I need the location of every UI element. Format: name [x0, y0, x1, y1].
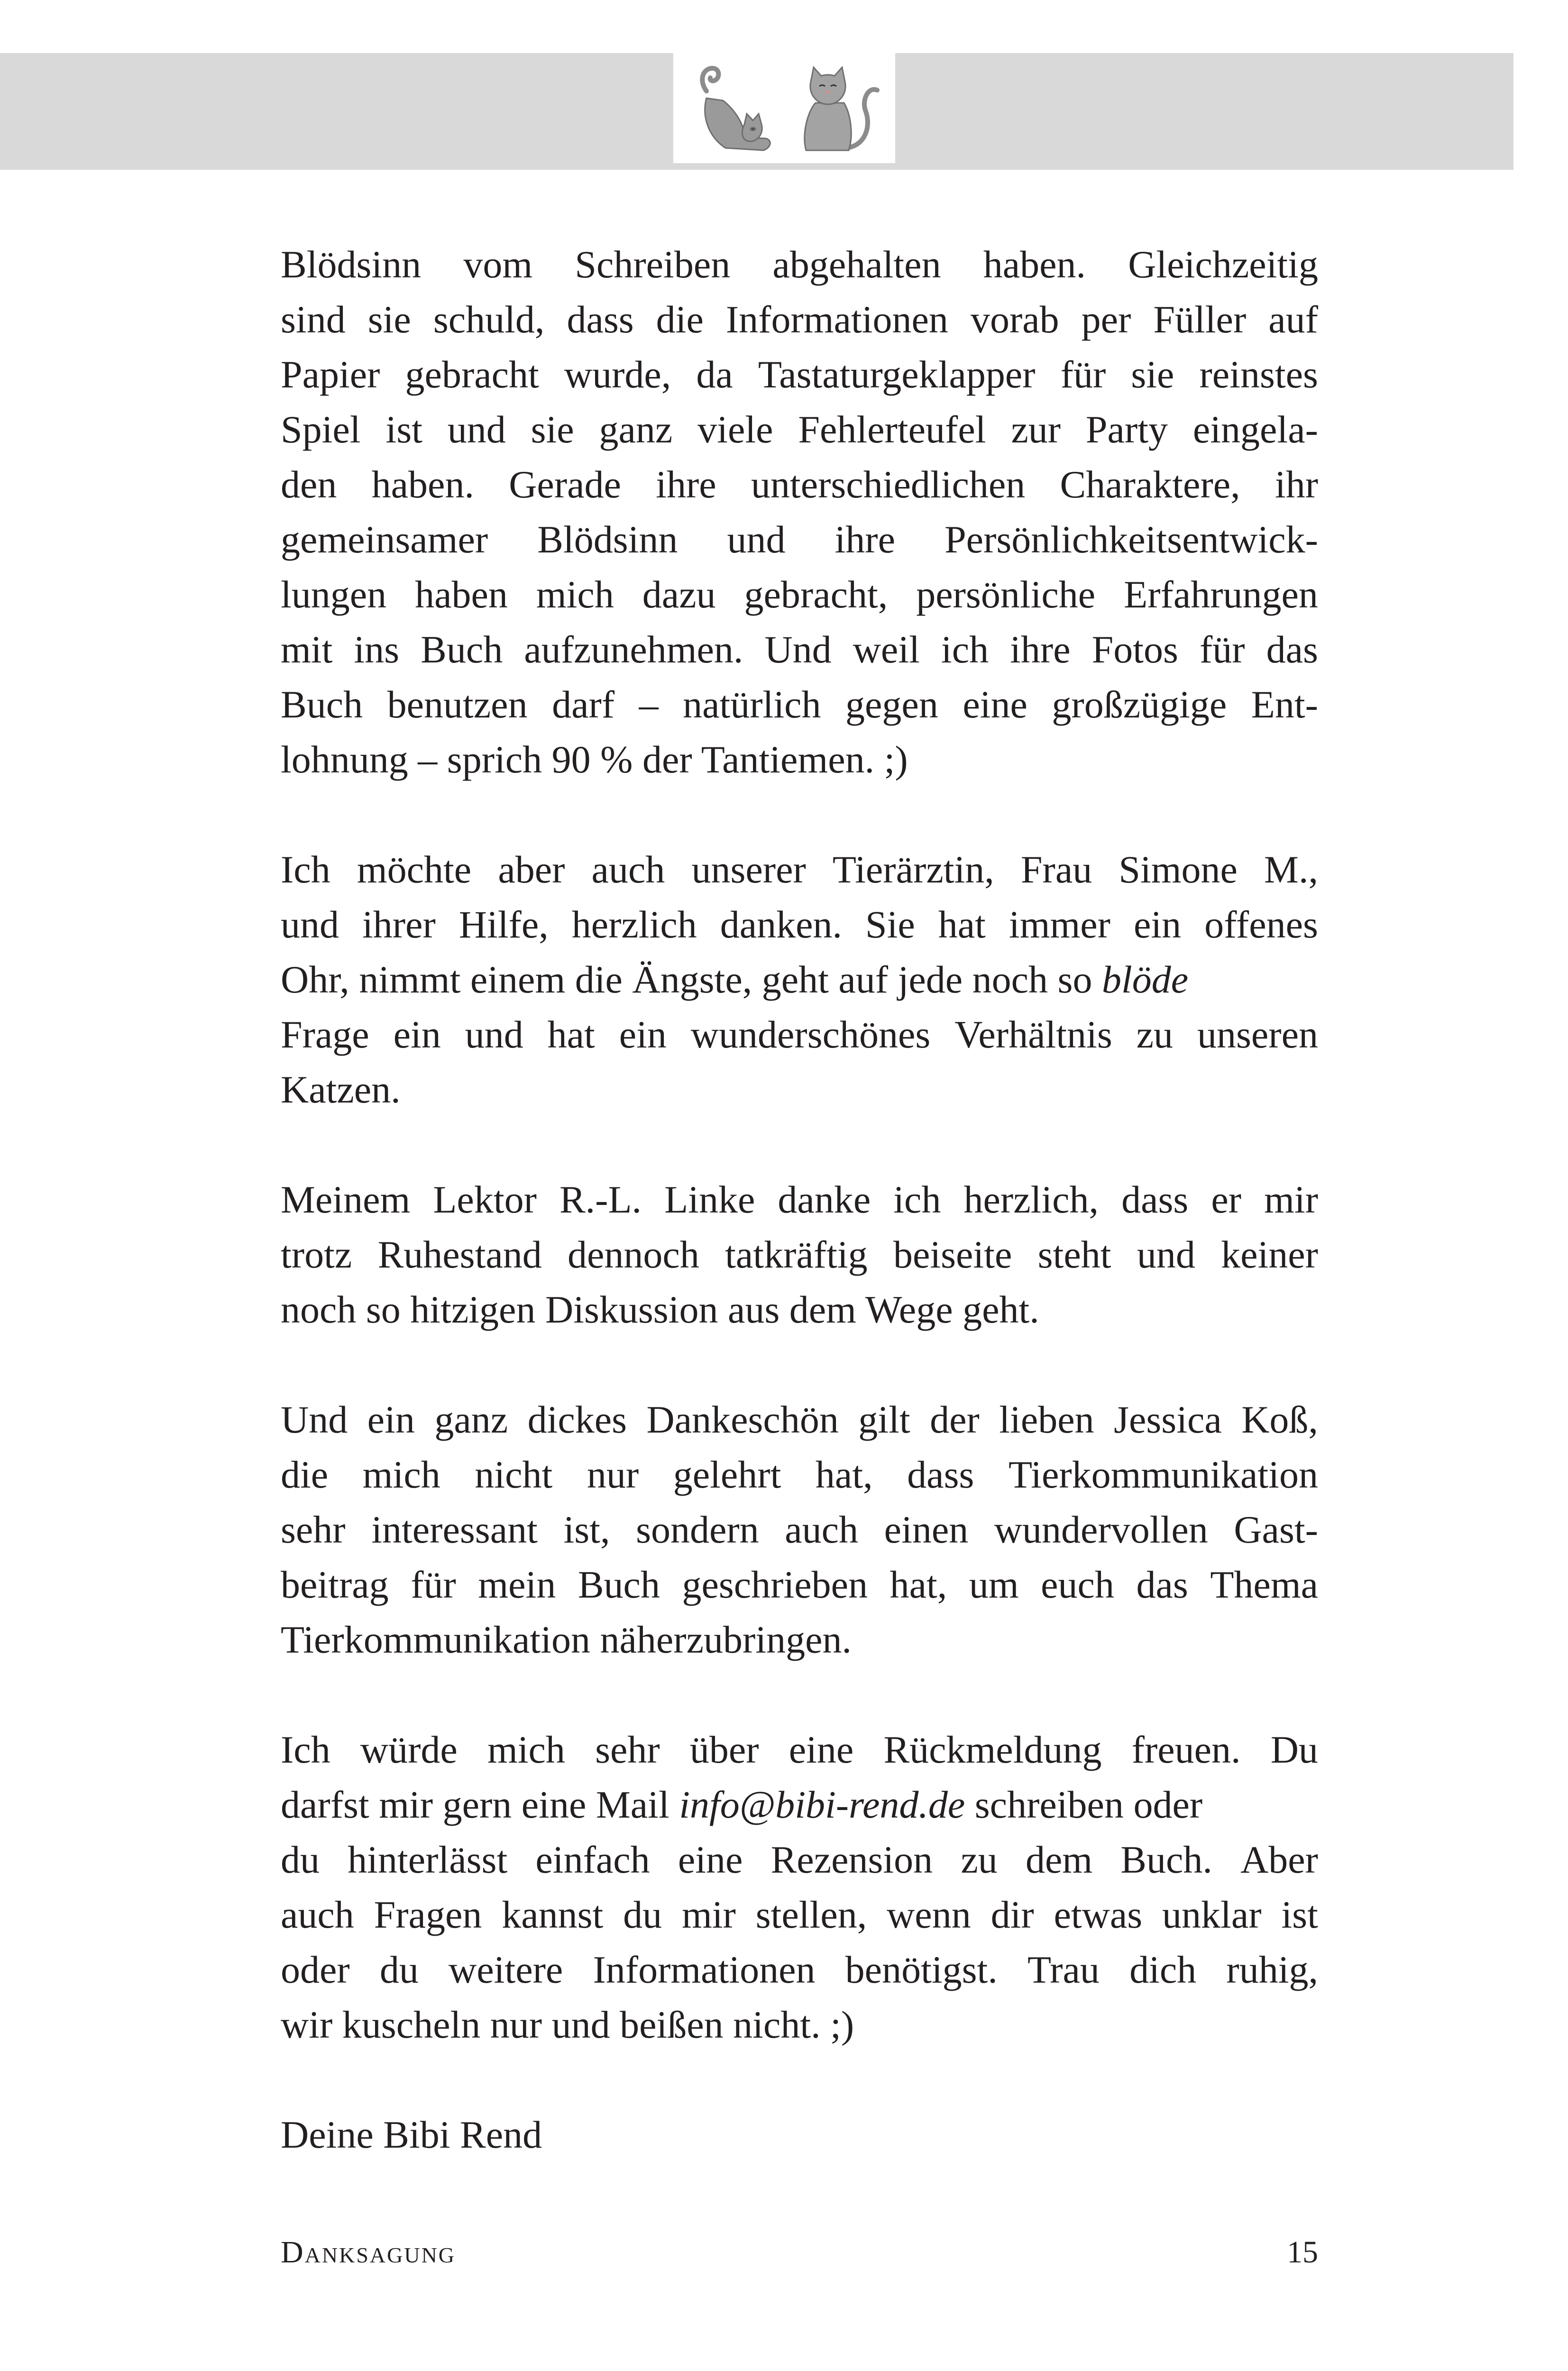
word: einfach — [535, 1838, 650, 1881]
word: zu — [961, 1838, 998, 1881]
word: immer — [1009, 903, 1110, 946]
word: abgehalten — [772, 243, 941, 286]
word: Gast- — [1234, 1508, 1318, 1551]
text-line — [281, 402, 1318, 457]
word: mich — [362, 1453, 440, 1496]
word: ganz — [599, 408, 673, 451]
text-segment: darfst mir gern eine Mail — [281, 1783, 679, 1826]
word: trotz — [281, 1233, 352, 1276]
word: Trau — [1027, 1948, 1100, 1991]
word: aber — [498, 848, 565, 891]
text-segment: Ohr, nimmt einem die Ängste, geht auf jede noch so — [281, 958, 1102, 1001]
word: sehr — [595, 1728, 660, 1771]
word: dass — [907, 1453, 974, 1496]
word: Ich — [281, 848, 330, 891]
word: und — [281, 903, 339, 946]
word: Frau — [1020, 848, 1092, 891]
italic-word: blöde — [1101, 958, 1189, 1001]
word: gebracht, — [744, 573, 888, 616]
word: Ruhestand — [377, 1233, 542, 1276]
word: würde — [360, 1728, 458, 1771]
word: Buch — [578, 1563, 660, 1606]
word: ins — [354, 628, 400, 671]
word: er — [1211, 1178, 1242, 1221]
word: lungen — [281, 573, 387, 616]
word: mir — [1264, 1178, 1318, 1221]
word: mein — [478, 1563, 556, 1606]
word: sie — [531, 408, 574, 451]
word: ihr — [1275, 463, 1318, 506]
word: vorab — [970, 298, 1059, 341]
word: Koß, — [1241, 1398, 1318, 1441]
text-line: noch so hitzigen Diskussion aus dem Wege geht. — [281, 1288, 1039, 1331]
word: wunderschönes — [690, 1013, 931, 1056]
word: Thema — [1210, 1563, 1318, 1606]
word: Blödsinn — [281, 243, 422, 286]
word: stellen, — [755, 1893, 867, 1936]
word: darf — [552, 683, 615, 726]
word: lieben — [999, 1398, 1094, 1441]
word: der — [930, 1398, 980, 1441]
signature: Deine Bibi Rend — [281, 2113, 542, 2156]
word: sondern — [636, 1508, 759, 1551]
word: wurde, — [564, 353, 671, 396]
word: gebracht — [405, 353, 539, 396]
word: Und — [764, 628, 832, 671]
word: Rezension — [770, 1838, 933, 1881]
body-text — [281, 237, 1318, 2217]
paragraph-feedback — [281, 1722, 1318, 2052]
word: haben. — [983, 243, 1086, 286]
word: wenn — [887, 1893, 971, 1936]
text-line — [281, 1722, 1318, 1777]
word: beitrag — [281, 1563, 389, 1606]
word: Buch — [281, 683, 363, 726]
word: euch — [1041, 1563, 1114, 1606]
word: ich — [941, 628, 989, 671]
word: zu — [1136, 1013, 1174, 1056]
word: steht — [1037, 1233, 1111, 1276]
word: tatkräftig — [725, 1233, 868, 1276]
word: hat, — [889, 1563, 947, 1606]
word: gegen — [845, 683, 938, 726]
word: Party — [1085, 408, 1168, 451]
word: großzügige — [1052, 683, 1227, 726]
word: Informationen — [725, 298, 948, 341]
running-footer-title: Danksagung — [281, 2235, 456, 2270]
word: beiseite — [893, 1233, 1012, 1276]
text-line — [281, 1887, 1318, 1942]
word: mir — [681, 1893, 736, 1936]
text-line: Katzen. — [281, 1068, 401, 1111]
word: die — [656, 298, 704, 341]
word: Fotos — [1091, 628, 1178, 671]
word: dazu — [642, 573, 716, 616]
word: unklar — [1162, 1893, 1262, 1936]
word: oder — [281, 1948, 350, 1991]
text-line — [281, 842, 1318, 897]
text-line — [281, 237, 1318, 292]
word: Rückmeldung — [883, 1728, 1102, 1771]
word: Informationen — [593, 1948, 816, 1991]
word: unterschiedlichen — [751, 463, 1026, 506]
word: geschrieben — [682, 1563, 868, 1606]
word: wundervollen — [994, 1508, 1208, 1551]
word: Charaktere, — [1060, 463, 1240, 506]
text-line: Tierkommunikation näherzubringen. — [281, 1618, 852, 1661]
text-line — [281, 897, 1318, 952]
paragraph-signature — [281, 2107, 1318, 2162]
word: haben. — [371, 463, 474, 506]
word: ist — [385, 408, 422, 451]
word: schuld, — [433, 298, 545, 341]
word: dickes — [527, 1398, 627, 1441]
word: ein — [393, 1013, 441, 1056]
word: und — [1137, 1233, 1195, 1276]
word: ein — [619, 1013, 667, 1056]
word: sind — [281, 298, 346, 341]
word: eine — [789, 1728, 854, 1771]
word: mich — [487, 1728, 565, 1771]
word: per — [1081, 298, 1131, 341]
text-line — [281, 347, 1318, 402]
word: Füller — [1153, 298, 1247, 341]
word: Persönlichkeitsentwick- — [944, 518, 1318, 561]
paragraph-vet — [281, 842, 1318, 1117]
word: nur — [587, 1453, 639, 1496]
word: reinstes — [1199, 353, 1318, 396]
text-line — [281, 1447, 1318, 1502]
word: gilt — [858, 1398, 910, 1441]
word: unseren — [1197, 1013, 1318, 1056]
word: persönliche — [916, 573, 1096, 616]
word: Und — [281, 1398, 348, 1441]
word: Dankeschön — [646, 1398, 839, 1441]
word: Hilfe, — [458, 903, 549, 946]
word: herzlich, — [963, 1178, 1099, 1221]
word: aufzunehmen. — [524, 628, 743, 671]
email-address[interactable]: info@bibi-rend.de — [679, 1783, 965, 1826]
two-cats-icon — [673, 53, 895, 163]
word: auch — [281, 1893, 354, 1936]
word: Verhältnis — [954, 1013, 1112, 1056]
text-line — [281, 1227, 1318, 1282]
word: dir — [990, 1893, 1034, 1936]
word: Linke — [664, 1178, 755, 1221]
word: danke — [778, 1178, 871, 1221]
word: gelehrt — [673, 1453, 781, 1496]
word: herzlich — [571, 903, 697, 946]
text-line — [281, 1392, 1318, 1447]
word: hinterlässt — [348, 1838, 508, 1881]
text-line — [281, 567, 1318, 622]
word: eine — [963, 683, 1027, 726]
word: dennoch — [568, 1233, 699, 1276]
word: Frage — [281, 1013, 369, 1056]
word: Buch. — [1120, 1838, 1212, 1881]
paragraph-editor — [281, 1172, 1318, 1337]
word: unserer — [691, 848, 806, 891]
text-line — [281, 292, 1318, 347]
word: du — [281, 1838, 320, 1881]
word: danken. — [720, 903, 843, 946]
word: und — [447, 408, 506, 451]
word: kannst — [502, 1893, 604, 1936]
word: Papier — [281, 353, 380, 396]
word: Aber — [1240, 1838, 1318, 1881]
word: dass — [1121, 1178, 1189, 1221]
page-number: 15 — [1287, 2235, 1318, 2270]
word: benötigst. — [845, 1948, 998, 1991]
word: keiner — [1221, 1233, 1318, 1276]
word: Buch — [421, 628, 503, 671]
word: offenes — [1204, 903, 1318, 946]
word: ich — [893, 1178, 941, 1221]
word: vom — [463, 243, 533, 286]
word: eine — [678, 1838, 743, 1881]
word: du — [623, 1893, 662, 1936]
word: ist, — [563, 1508, 610, 1551]
word: Fehlerteufel — [798, 408, 986, 451]
word: die — [281, 1453, 329, 1496]
text-line — [281, 622, 1318, 677]
word: für — [1200, 628, 1245, 671]
word: Lektor — [433, 1178, 537, 1221]
word: Tierärztin, — [832, 848, 994, 891]
word: mit — [281, 628, 333, 671]
word: dich — [1129, 1948, 1197, 1991]
word: für — [1060, 353, 1106, 396]
word: zur — [1011, 408, 1061, 451]
word: dem — [1025, 1838, 1093, 1881]
word: gemeinsamer — [281, 518, 488, 561]
word: ihre — [1010, 628, 1071, 671]
word: ihre — [656, 463, 716, 506]
text-line: lohnung – sprich 90 % der Tantiemen. ;) — [281, 738, 908, 781]
word: Ich — [281, 1728, 330, 1771]
word: um — [969, 1563, 1019, 1606]
text-line — [281, 1832, 1318, 1887]
word: das — [1136, 1563, 1188, 1606]
word: hat — [547, 1013, 595, 1056]
word: und — [727, 518, 786, 561]
word: Fragen — [374, 1893, 482, 1936]
word: Du — [1270, 1728, 1318, 1771]
word: über — [689, 1728, 759, 1771]
word: dass — [567, 298, 634, 341]
word: ruhig, — [1226, 1948, 1318, 1991]
word: sie — [1131, 353, 1174, 396]
word: da — [696, 353, 733, 396]
word: auf — [1268, 298, 1318, 341]
word: hat — [938, 903, 986, 946]
word: ist — [1281, 1893, 1318, 1936]
word: Jessica — [1114, 1398, 1222, 1441]
word: das — [1266, 628, 1318, 671]
word: natürlich — [683, 683, 821, 726]
word: M., — [1264, 848, 1318, 891]
word: Spiel — [281, 408, 361, 451]
word: einen — [884, 1508, 969, 1551]
word: den — [281, 463, 337, 506]
word: Gleichzeitig — [1128, 243, 1318, 286]
text-line: wir kuscheln nur und beißen nicht. ;) — [281, 2003, 854, 2046]
word: etwas — [1054, 1893, 1143, 1936]
text-line — [281, 1777, 1318, 1832]
word: benutzen — [387, 683, 528, 726]
text-segment: schreiben oder — [965, 1783, 1203, 1826]
word: ihre — [834, 518, 895, 561]
word: eingela- — [1192, 408, 1318, 451]
word: Tastaturgeklapper — [758, 353, 1036, 396]
paragraph-cats — [281, 237, 1318, 787]
paragraph-guest — [281, 1392, 1318, 1667]
word: ganz — [434, 1398, 508, 1441]
word: Ent- — [1251, 683, 1318, 726]
word: freuen. — [1131, 1728, 1241, 1771]
word: weil — [853, 628, 920, 671]
word: ein — [367, 1398, 415, 1441]
word: Simone — [1119, 848, 1238, 891]
word: sie — [367, 298, 411, 341]
word: R.-L. — [559, 1178, 642, 1221]
word: für — [411, 1563, 456, 1606]
text-line — [281, 1557, 1318, 1612]
word: Gerade — [509, 463, 621, 506]
word: hat, — [815, 1453, 873, 1496]
text-line — [281, 1007, 1318, 1062]
word: Erfahrungen — [1124, 573, 1318, 616]
word: Blödsinn — [537, 518, 678, 561]
word: Sie — [865, 903, 915, 946]
text-line — [281, 1502, 1318, 1557]
word: mich — [536, 573, 614, 616]
word: Schreiben — [575, 243, 731, 286]
word: viele — [697, 408, 773, 451]
word: nicht — [475, 1453, 553, 1496]
page-footer — [281, 2231, 1318, 2274]
word: weitere — [449, 1948, 563, 1991]
header-emblem — [673, 53, 895, 163]
word: – — [639, 683, 659, 726]
word: haben — [415, 573, 508, 616]
word: Meinem — [281, 1178, 411, 1221]
text-line — [281, 512, 1318, 567]
word: ihrer — [362, 903, 436, 946]
text-line — [281, 457, 1318, 512]
word: auch — [785, 1508, 859, 1551]
text-line — [281, 1942, 1318, 1997]
text-line — [281, 677, 1318, 732]
text-line — [281, 952, 1318, 1007]
word: interessant — [371, 1508, 538, 1551]
word: sehr — [281, 1508, 346, 1551]
word: und — [465, 1013, 523, 1056]
word: Tierkommunikation — [1008, 1453, 1318, 1496]
word: auch — [591, 848, 665, 891]
text-line — [281, 1172, 1318, 1227]
word: möchte — [357, 848, 472, 891]
word: ein — [1133, 903, 1182, 946]
word: du — [379, 1948, 419, 1991]
